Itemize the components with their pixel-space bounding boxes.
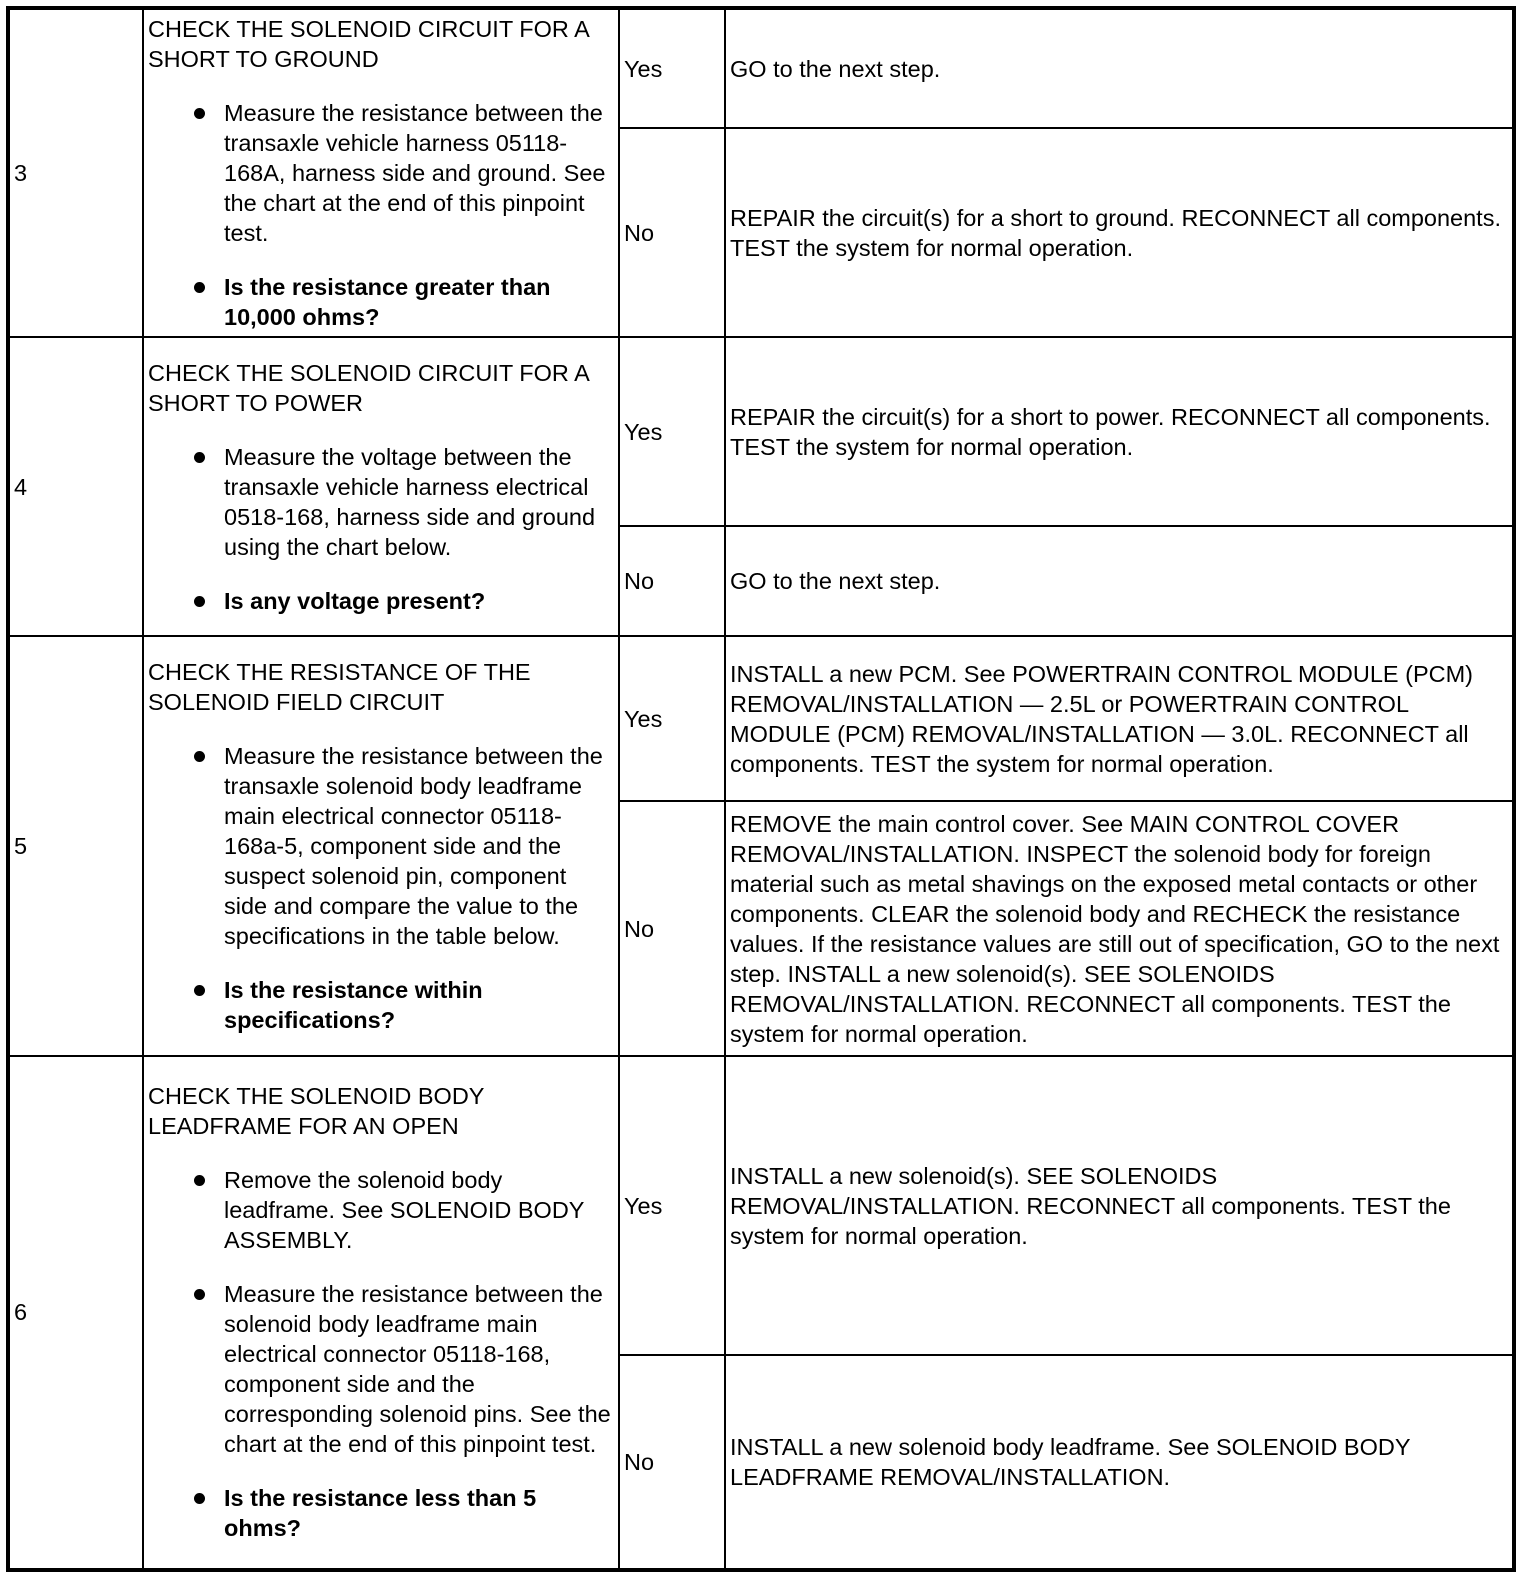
step-title: CHECK THE SOLENOID CIRCUIT FOR A SHORT TO GROUND [148,16,589,73]
result-no: No [619,526,725,636]
step-row [8,1056,1514,1355]
step-bullet: Measure the resistance between the transaxle solenoid body leadframe main electrical connector 05118-168a-5, component side and the suspect solenoid pin, component side and compare the value to the specifications in the table below. [148,741,614,951]
result-no: No [619,1355,725,1570]
step-bullet: Measure the resistance between the transaxle vehicle harness 05118-168A, harness side and ground. See the chart at the end of this pinpoint test. [148,98,614,248]
result-no: No [619,801,725,1056]
step-title: CHECK THE SOLENOID CIRCUIT FOR A SHORT TO POWER [148,359,589,416]
step-bullet-list [148,98,614,332]
action-no: INSTALL a new solenoid body leadframe. See SOLENOID BODY LEADFRAME REMOVAL/INSTALLATION. [725,1355,1514,1570]
step-number: 6 [8,1056,143,1570]
step-question: Is the resistance less than 5 ohms? [148,1483,614,1543]
action-no: REPAIR the circuit(s) for a short to ground. RECONNECT all components. TEST the system for normal operation. [725,128,1514,337]
step-number: 5 [8,636,143,1056]
step-bullet: Measure the voltage between the transaxle vehicle harness electrical 0518-168, harness side and ground using the chart below. [148,442,614,562]
step-bullet: Measure the resistance between the solenoid body leadframe main electrical connector 05118-168, component side and the corresponding solenoid pins. See the chart at the end of this pinpoint test. [148,1279,614,1459]
step-title: CHECK THE RESISTANCE OF THE SOLENOID FIELD CIRCUIT [148,659,531,716]
step-action-cell [143,1056,619,1570]
step-row [8,8,1514,128]
result-yes: Yes [619,337,725,526]
pinpoint-test-table [6,6,1516,1572]
action-no: GO to the next step. [725,526,1514,636]
step-row [8,636,1514,801]
step-number: 3 [8,8,143,337]
action-no: REMOVE the main control cover. See MAIN CONTROL COVER REMOVAL/INSTALLATION. INSPECT the solenoid body for foreign material such as metal shavings on the exposed metal contacts or other components. CLEAR the solenoid body and RECHECK the resistance values. If the resistance values are still out of specification, GO to the next step. INSTALL a new solenoid(s). SEE SOLENOIDS REMOVAL/INSTALLATION. RECONNECT all components. TEST the system for normal operation. [725,801,1514,1056]
pinpoint-test-page [6,6,1512,1572]
step-action-cell [143,636,619,1056]
step-bullet-list [148,442,614,616]
action-yes: REPAIR the circuit(s) for a short to power. RECONNECT all components. TEST the system for normal operation. [725,337,1514,526]
step-action-cell [143,8,619,337]
action-yes: GO to the next step. [725,8,1514,128]
result-yes: Yes [619,636,725,801]
step-question: Is the resistance within specifications? [148,975,614,1035]
step-bullet-list [148,1165,614,1543]
step-bullet: Remove the solenoid body leadframe. See SOLENOID BODY ASSEMBLY. [148,1165,614,1255]
action-yes: INSTALL a new solenoid(s). SEE SOLENOIDS REMOVAL/INSTALLATION. RECONNECT all components. TEST the system for normal operation. [725,1056,1514,1355]
step-number: 4 [8,337,143,636]
step-title: CHECK THE SOLENOID BODY LEADFRAME FOR AN OPEN [148,1083,485,1140]
step-question: Is the resistance greater than 10,000 ohms? [148,272,614,332]
step-action-cell [143,337,619,636]
action-yes: INSTALL a new PCM. See POWERTRAIN CONTROL MODULE (PCM) REMOVAL/INSTALLATION — 2.5L or POWERTRAIN CONTROL MODULE (PCM) REMOVAL/INSTALLATION — 3.0L. RECONNECT all components. TEST the system for normal operation. [725,636,1514,801]
step-question: Is any voltage present? [148,586,614,616]
result-yes: Yes [619,8,725,128]
step-bullet-list [148,741,614,1035]
step-row [8,337,1514,526]
result-yes: Yes [619,1056,725,1355]
result-no: No [619,128,725,337]
